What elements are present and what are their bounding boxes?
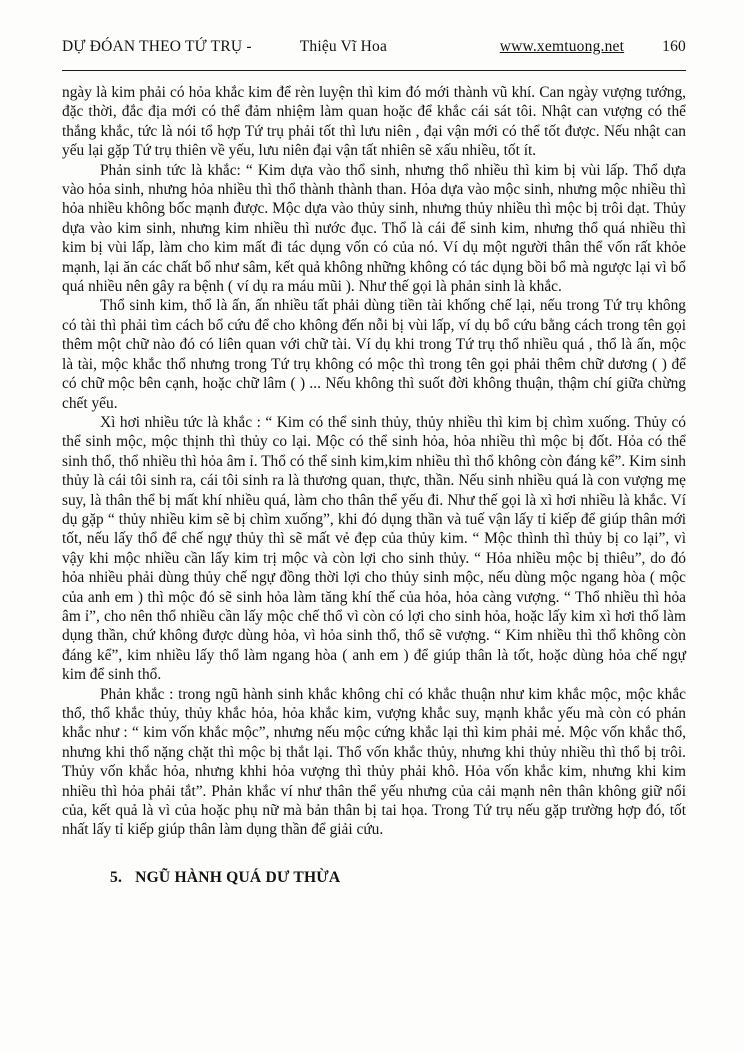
paragraph: Xì hơi nhiều tức là khắc : “ Kim có thể sinh thủy, thủy nhiều thì kim bị chìm xuống. Thủy có thể sinh mộc, mộc thịnh thì thủy co lại. Mộc có thể sinh hỏa, hỏa nhiều thì mộc bị đốt. Hỏa có thể sinh thổ, thổ nhiều thì hỏa âm ỉ. Thổ có thể sinh kim,kim nhiều thì thổ không còn đáng kể”. Kim sinh thủy là cái tôi sinh ra, cái tôi sinh ra là thương quan, thực, thần. Nếu sinh nhiều quá là con vượng mẹ suy, là thân thể bị mất khí nhiều quá, làm cho thân thể yếu đi. Như thế gọi là xì hơi nhiều là khắc. Ví dụ gặp “ thủy nhiều kim sẽ bị chìm xuống”, khi đó dụng thần và tuế vận lấy tỉ kiếp để giúp thân mới tốt, nếu lấy thổ để chế ngự thủy thì sẽ mất vẻ đẹp của thủy kim. “ Mộc thình thì thủy bị co lại”, vì vậy khi mộc nhiều cần lấy kim trị mộc và còn lợi cho sinh thủy. “ Hỏa nhiều mộc bị thiêu”, do đó hỏa nhiều phải dùng thủy chế ngự đồng thời lợi cho thủy sinh mộc, nếu dùng mộc ngang hòa ( mộc của anh em ) thì mộc đó sẽ sinh hỏa làm tăng khí thế của hỏa, hỏa càng vượng. “ Thổ nhiều thì hỏa âm ỉ”, cho nên thổ nhiều cần lấy mộc chế thổ vì còn có lợi cho sinh hỏa, hoặc lấy kim xì hơi thổ làm dụng thần, chứ không được dùng hỏa, vì hỏa sinh thổ, thổ sẽ vượng. “ Kim nhiều thì thổ không còn đáng kể”, kim nhiều lấy thổ làm ngang hòa ( anh em ) để giúp thân là tốt, hoặc dùng hỏa chế ngự kim để sinh thổ. bbox=[62, 413, 686, 684]
paragraph: Phản khắc : trong ngũ hành sinh khắc không chỉ có khắc thuận như kim khắc mộc, mộc khắc thổ, thổ khắc thủy, thủy khắc hỏa, hỏa khắc kim, vượng khắc suy, mạnh khắc yếu mà còn có phản khắc như : “ kim vốn khắc mộc”, nhưng nếu mộc cứng khắc lại thì kim phải mẻ. Mộc vốn khắc thổ, nhưng khi thổ nặng chặt thì mộc bị thắt lại. Thổ vốn khắc thủy, nhưng khi thủy nhiều thì thổ bị trôi. Thủy vốn khắc hỏa, nhưng khhi hỏa vượng thì thủy phải khô. Hỏa vốn khắc kim, nhưng khi kim nhiều thì hỏa phải tắt”. Phản khắc ví như thân thể yếu nhưng của cải mạnh nên thân không giữ nổi của, kết quả là vì của hoặc phụ nữ mà bản thân bị tai họa. Trong Tứ trụ nếu gặp trường hợp đó, tốt nhất lấy tỉ kiếp giúp thân làm dụng thần để giải cứu. bbox=[62, 685, 686, 839]
website-link[interactable]: www.xemtuong.net bbox=[499, 38, 625, 55]
book-title: DỰ ĐÓAN THEO TỨ TRỤ - bbox=[62, 38, 252, 55]
header-divider bbox=[62, 70, 686, 71]
page-number: 160 bbox=[662, 38, 686, 55]
section-heading bbox=[62, 869, 686, 887]
paragraph: ngày là kim phải có hỏa khắc kim để rèn luyện thì kim đó mới thành vũ khí. Can ngày vượng tướng, đặc thời, đắc địa mới có thể đảm nhiệm làm quan hoặc để khắc cái sát tôi. Nhật can vượng có thể thắng khắc, tức là nói tổ hợp Tứ trụ phải tốt thì lưu niên , đại vận mới có thể tốt được. Nếu nhật can yếu lại gặp Tứ trụ thiên về yếu, lưu niên đại vận tất nhiên sẽ xấu nhiều, tốt ít. bbox=[62, 84, 686, 160]
document-body bbox=[62, 83, 686, 840]
author-name: Thiệu Vĩ Hoa bbox=[299, 38, 388, 55]
section-title: NGŨ HÀNH QUÁ DƯ THỪA bbox=[135, 868, 341, 886]
section-number: 5. bbox=[110, 868, 123, 886]
page-header bbox=[62, 38, 686, 56]
paragraph: Phản sinh tức là khắc: “ Kim dựa vào thổ sinh, nhưng thổ nhiều thì kim bị vùi lấp. Thổ dựa vào hỏa sinh, nhưng hỏa nhiều thì thổ thành thành than. Hỏa dựa vào mộc sinh, nhưng mộc nhiều thì hỏa nhiều không bốc mạnh được. Mộc dựa vào thủy sinh, nhưng thủy nhiều thì mộc bị trôi dạt. Thủy dựa vào kim sinh, nhưng kim nhiều thì nước đục. Thổ là cái để sinh kim, nhưng thổ quá nhiều thì kim bị vùi lấp, làm cho kim mất đi tác dụng vốn có của nó. Ví dụ một người thân thể vốn rất khỏe mạnh, lại ăn các chất bổ như sâm, kết quả không những không có tác dụng bồi bổ mà ngược lại vì bổ quá nhiều nên gây ra bệnh ( ví dụ ra máu mũi ). Như thế gọi là phản sinh là khắc. bbox=[62, 161, 686, 296]
paragraph: Thổ sinh kim, thổ là ấn, ấn nhiều tất phải dùng tiền tài khống chế lại, nếu trong Tứ trụ không có tài thì phải tìm cách bổ cứu để cho không đến nỗi bị vùi lấp, ví dụ bổ cứu bằng cách trong tên gọi thêm một chữ nào đó có liên quan với chữ tài. Ví dụ khi trong Tứ trụ thổ nhiều quá , thổ là ấn, mộc là tài, mộc khắc thổ nhưng trong Tứ trụ không có mộc thì trong tên gọi phải thêm chữ dương ( ) để có chữ mộc bên cạnh, hoặc chữ lâm ( ) ... Nếu không thì suốt đời không thuận, thậm chí giữa chừng chết yểu. bbox=[62, 297, 686, 412]
